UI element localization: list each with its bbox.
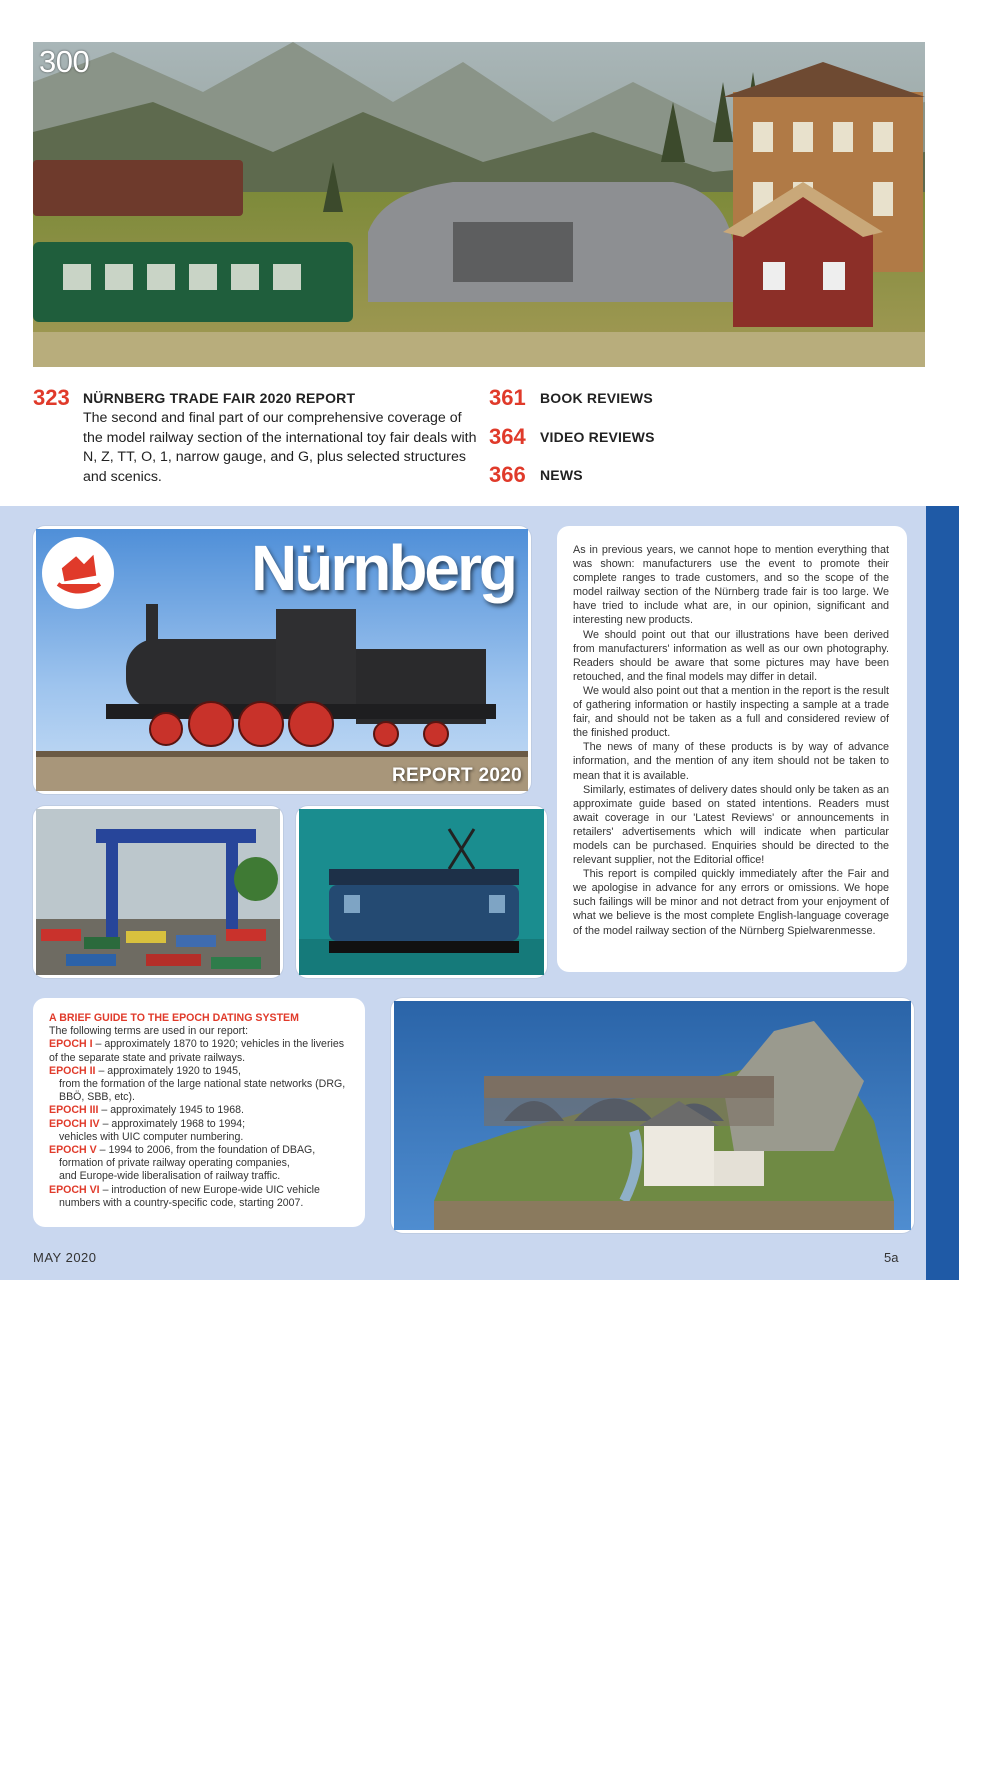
epoch-text: – introduction of new Europe-wide UIC vehicle (102, 1183, 320, 1196)
epoch-text: and Europe-wide liberalisation of railway traffic. (59, 1170, 281, 1183)
epoch-label: EPOCH I (49, 1038, 93, 1051)
footer-issue: MAY 2020 (33, 1250, 97, 1265)
intro-text-box (557, 526, 907, 972)
epoch-text: – approximately 1920 to 1945, (98, 1064, 241, 1077)
epoch-text: – approximately 1870 to 1920; vehicles in the liveries of the separate state and private railways. (49, 1038, 345, 1064)
epoch-text: formation of private railway operating companies, (59, 1157, 290, 1170)
epoch-guide-title: A BRIEF GUIDE TO THE EPOCH DATING SYSTEM (49, 1012, 299, 1024)
toc-item-news[interactable]: NEWS (540, 467, 583, 483)
intro-paragraph: We would also point out that a mention in the report is the result of gathering information or hastily inspecting a sample at a trade fair, and should not be taken as a full and considered review of the finished product. (573, 684, 889, 740)
epoch-entry (49, 1065, 355, 1078)
epoch-entry (49, 1118, 355, 1131)
toc-item-number: 364 (489, 424, 526, 449)
side-tab (926, 506, 994, 1786)
epoch-text: from the formation of the large national state networks (DRG, BBÖ, SBB, etc). (59, 1078, 346, 1104)
intro-paragraph: We should point out that our illustrations have been derived from manufacturers' information as well as our own photography. Readers should be aware that some pictures may have been retouched, and the final models may differ in detail. (573, 628, 889, 683)
hero-layout-scene (33, 42, 925, 367)
intro-paragraph: The news of many of these products is by way of advance information, and the mention of any item should not be taken to mean that it is available. (573, 741, 889, 782)
stone-viaduct (484, 1076, 774, 1098)
epoch-guide-intro: The following terms are used in our report: (49, 1025, 249, 1038)
intro-paragraph: As in previous years, we cannot hope to mention everything that was shown: manufacturers use the event to promote their complete ranges to trade customers, and so the scope of the model railway section of the Nürnberg trade fair is too large. We have tried to include what are, in our opinion, significant and interesting new products. (573, 544, 889, 627)
epoch-entry (49, 1184, 355, 1197)
epoch-text: – 1994 to 2006, from the foundation of DBAG, (99, 1144, 316, 1157)
epoch-text: vehicles with UIC computer numbering. (59, 1130, 244, 1143)
boxcar (33, 160, 243, 216)
footer-page: 5a (884, 1250, 899, 1265)
epoch-entry (49, 1038, 355, 1064)
toc-item-video-reviews[interactable]: VIDEO REVIEWS (540, 429, 655, 445)
epoch-text: numbers with a country-specific code, starting 2007. (59, 1196, 304, 1209)
diorama-photo (391, 998, 914, 1233)
epoch-label: EPOCH II (49, 1064, 96, 1077)
toc-item-number: 366 (489, 462, 526, 487)
toc-main-description: The second and final part of our comprehensive coverage of the model railway section of the international toy fair deals with N, Z, TT, O, 1, narrow gauge, and G, plus selected structures and scenics. (83, 410, 477, 485)
report-label: REPORT 2020 (391, 765, 522, 786)
epoch-label: EPOCH IV (49, 1117, 100, 1130)
feature-logo-text: Nürnberg (251, 532, 515, 604)
container-terminal-scene (36, 809, 280, 975)
container-crane-photo (33, 806, 283, 978)
page-number: 300 (39, 44, 90, 79)
white-house (644, 1126, 714, 1186)
epoch-label: EPOCH VI (49, 1183, 100, 1196)
blue-locomotive-scene (299, 809, 544, 975)
electric-locomotive-photo (296, 806, 547, 978)
feature-header-photo (33, 526, 531, 794)
epoch-text: – approximately 1945 to 1968. (101, 1104, 244, 1117)
toc-main-title[interactable]: NÜRNBERG TRADE FAIR 2020 REPORT (83, 390, 356, 406)
epoch-text: – approximately 1968 to 1994; (102, 1117, 246, 1130)
epoch-entry (49, 1144, 355, 1157)
toc-main-number: 323 (33, 385, 70, 410)
hero-photo (33, 42, 925, 367)
viaduct-diorama-scene (394, 1001, 911, 1230)
epoch-label: EPOCH V (49, 1144, 97, 1157)
intro-paragraph: This report is compiled quickly immediately after the Fair and we apologise in advance for any errors or omissions. We hope such failings will be minor and not detract from your enjoyment of what we believe is the most complete English-language coverage of the model railway section of the Nürnberg Spielwarenmesse. (573, 868, 889, 937)
toc-item-book-reviews[interactable]: BOOK REVIEWS (540, 390, 653, 406)
side-tab-label: Nürnberg 2020 (946, 1484, 994, 1786)
epoch-label: EPOCH III (49, 1104, 99, 1117)
epoch-guide-box (33, 998, 365, 1227)
intro-paragraph: Similarly, estimates of delivery dates should only be taken as an approximate guide based on stated intentions. Readers must await coverage in our 'Latest Reviews' or announcements in retailers' advertisements which will indicate when particular models can be purchased. Enquiries should be directed to the relevant supplier, not the Editorial office! (573, 783, 889, 867)
epoch-entry (49, 1104, 355, 1117)
toc-item-number: 361 (489, 385, 526, 410)
